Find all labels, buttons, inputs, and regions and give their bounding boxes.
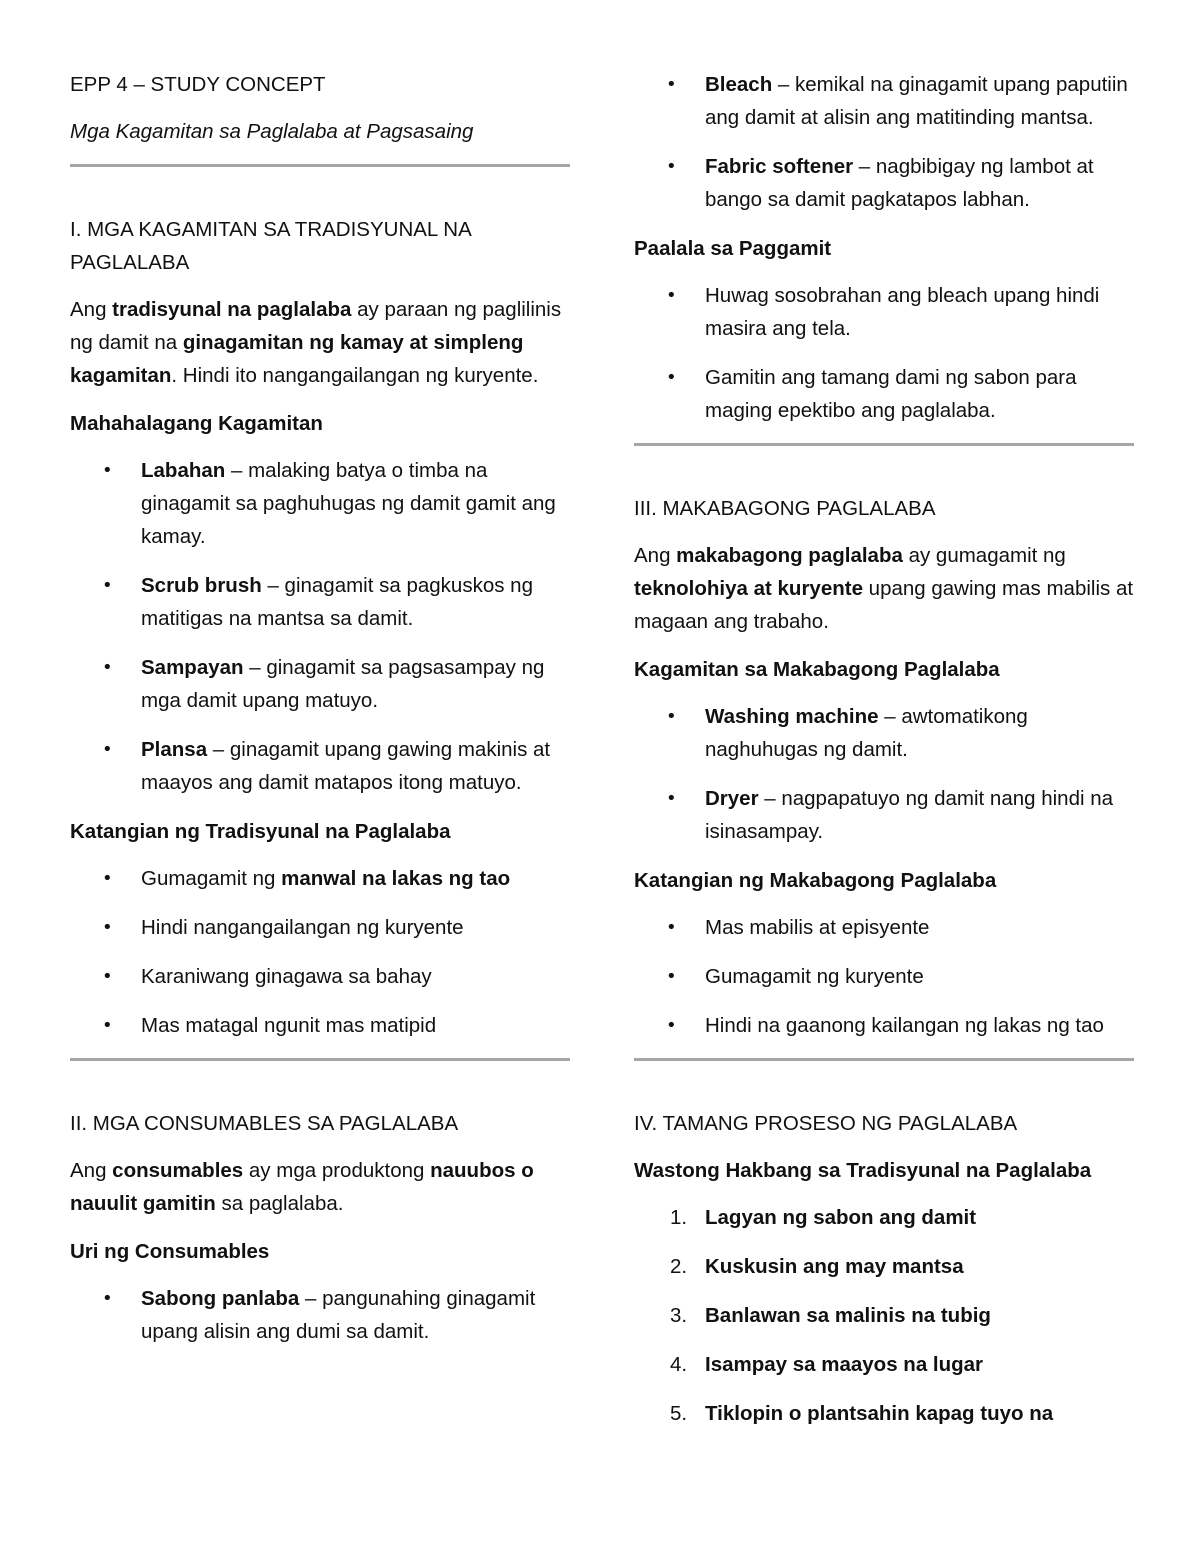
intro-bold-term: makabagong paglalaba [676, 544, 903, 567]
item-description: – ginagamit sa pagsasampay ng mga damit upang matuyo. [141, 656, 545, 712]
list-item [634, 782, 1134, 848]
intro-text: Ang [70, 1159, 113, 1182]
intro-text: Ang [70, 298, 113, 321]
list-item [70, 1282, 570, 1348]
section-2-intro [70, 1154, 570, 1220]
section-divider [634, 1058, 1134, 1061]
intro-bold-term: nauubos o nauulit gamitin [70, 1159, 534, 1215]
item-bold-text: manwal na lakas ng tao [281, 867, 511, 890]
consumables-list-part2 [634, 68, 1134, 216]
list-item: • Gamitin ang tamang dami ng sabon para maging epektibo ang paglalaba. [634, 361, 1134, 427]
section-4-heading: IV. TAMANG PROSESO NG PAGLALABA [634, 1112, 1018, 1135]
section-divider [70, 1058, 570, 1061]
step-number: 4. [670, 1353, 688, 1376]
intro-bold-term: consumables [112, 1159, 244, 1182]
right-column [634, 68, 1134, 1446]
tools-heading: Mahahalagang Kagamitan [70, 412, 323, 435]
section-3-heading: III. MAKABAGONG PAGLALABA [634, 497, 936, 520]
intro-text: sa paglalaba. [215, 1192, 344, 1215]
modern-tools-heading: Kagamitan sa Makabagong Paglalaba [634, 658, 1000, 681]
traits-heading: Katangian ng Tradisyunal na Paglalaba [70, 820, 451, 843]
list-item: • Karaniwang ginagawa sa bahay [70, 960, 570, 993]
step-text: Tiklopin o plantsahin kapag tuyo na [705, 1402, 1054, 1425]
step-text: Lagyan ng sabon ang damit [705, 1206, 977, 1229]
list-item [70, 454, 570, 553]
step-text: Banlawan sa malinis na tubig [705, 1304, 991, 1327]
item-description: – ginagamit sa pagkuskos ng matitigas na mantsa sa damit. [141, 574, 533, 630]
item-term: Plansa [141, 738, 208, 761]
item-term: Sabong panlaba [141, 1287, 300, 1310]
item-term: Sampayan [141, 656, 244, 679]
step-number: 5. [670, 1402, 688, 1425]
list-item [634, 700, 1134, 766]
intro-bold-term: ginagamitan ng kamay at simpleng kagamitan [70, 331, 524, 387]
intro-text: ay gumagamit ng [902, 544, 1066, 567]
section-1-intro [70, 293, 570, 392]
item-description: – awtomatikong naghuhugas ng damit. [705, 705, 1028, 761]
intro-text: Ang [634, 544, 677, 567]
item-term: Bleach [705, 73, 773, 96]
step-item [634, 1348, 1134, 1381]
steps-heading: Wastong Hakbang sa Tradisyunal na Paglalaba [634, 1159, 1092, 1182]
section-divider [634, 443, 1134, 446]
item-description: – malaking batya o timba na ginagamit sa paghuhugas ng damit gamit ang kamay. [141, 459, 556, 548]
intro-bold-term: tradisyunal na paglalaba [112, 298, 352, 321]
list-item [70, 733, 570, 799]
list-item: • Mas matagal ngunit mas matipid [70, 1009, 570, 1042]
list-item [634, 150, 1134, 216]
list-item: • Hindi na gaanong kailangan ng lakas ng tao [634, 1009, 1134, 1042]
item-description: – nagbibigay ng lambot at bango sa damit pagkatapos labhan. [705, 155, 1094, 211]
item-text: Gumagamit ng [141, 867, 282, 890]
item-term: Labahan [141, 459, 226, 482]
step-number: 1. [670, 1206, 688, 1229]
intro-text: ay mga produktong [243, 1159, 431, 1182]
modern-traits-list [634, 911, 1134, 1042]
intro-text: upang gawing mas mabilis at magaan ang trabaho. [634, 577, 1134, 633]
step-item [634, 1201, 1134, 1234]
list-item [70, 569, 570, 635]
item-term: Scrub brush [141, 574, 262, 597]
step-text: Isampay sa maayos na lugar [705, 1353, 984, 1376]
step-item [634, 1250, 1134, 1283]
item-description: – ginagamit upang gawing makinis at maayos ang damit matapos itong matuyo. [141, 738, 551, 794]
section-divider [70, 164, 570, 167]
document-title: EPP 4 – STUDY CONCEPT [70, 73, 326, 96]
list-item: • Huwag sosobrahan ang bleach upang hindi masira ang tela. [634, 279, 1134, 345]
traditional-traits-list [70, 862, 570, 1042]
intro-bold-term: teknolohiya at kuryente [634, 577, 863, 600]
consumables-types-heading: Uri ng Consumables [70, 1240, 270, 1263]
item-term: Washing machine [705, 705, 879, 728]
item-term: Fabric softener [705, 155, 854, 178]
step-item [634, 1397, 1134, 1430]
list-item [634, 68, 1134, 134]
step-number: 2. [670, 1255, 688, 1278]
section-2-heading: II. MGA CONSUMABLES SA PAGLALABA [70, 1112, 459, 1135]
list-item [70, 651, 570, 717]
washing-steps-list [634, 1201, 1134, 1430]
step-number: 3. [670, 1304, 688, 1327]
modern-tools-list [634, 700, 1134, 848]
intro-text: . Hindi ito nangangailangan ng kuryente. [171, 364, 539, 387]
item-description: – nagpapatuyo ng damit nang hindi na isinasampay. [705, 787, 1114, 843]
section-1-heading: I. MGA KAGAMITAN SA TRADISYUNAL NA PAGLALABA [70, 218, 471, 274]
consumables-list-part1 [70, 1282, 570, 1348]
item-term: Dryer [705, 787, 759, 810]
section-3-intro [634, 539, 1134, 638]
step-text: Kuskusin ang may mantsa [705, 1255, 964, 1278]
list-item: • Hindi nangangailangan ng kuryente [70, 911, 570, 944]
item-description: – kemikal na ginagamit upang paputiin ang damit at alisin ang matitinding mantsa. [705, 73, 1128, 129]
reminders-heading: Paalala sa Paggamit [634, 237, 832, 260]
list-item: • Mas mabilis at episyente [634, 911, 1134, 944]
list-item: • Gumagamit ng kuryente [634, 960, 1134, 993]
intro-text: ay paraan ng paglilinis ng damit na [70, 298, 562, 354]
modern-traits-heading: Katangian ng Makabagong Paglalaba [634, 869, 997, 892]
traditional-tools-list [70, 454, 570, 799]
step-item [634, 1299, 1134, 1332]
reminders-list [634, 279, 1134, 427]
list-item [70, 862, 570, 895]
item-description: – pangunahing ginagamit upang alisin ang dumi sa damit. [141, 1287, 536, 1343]
left-column [70, 68, 570, 1364]
document-subtitle: Mga Kagamitan sa Paglalaba at Pagsasaing [70, 120, 474, 143]
